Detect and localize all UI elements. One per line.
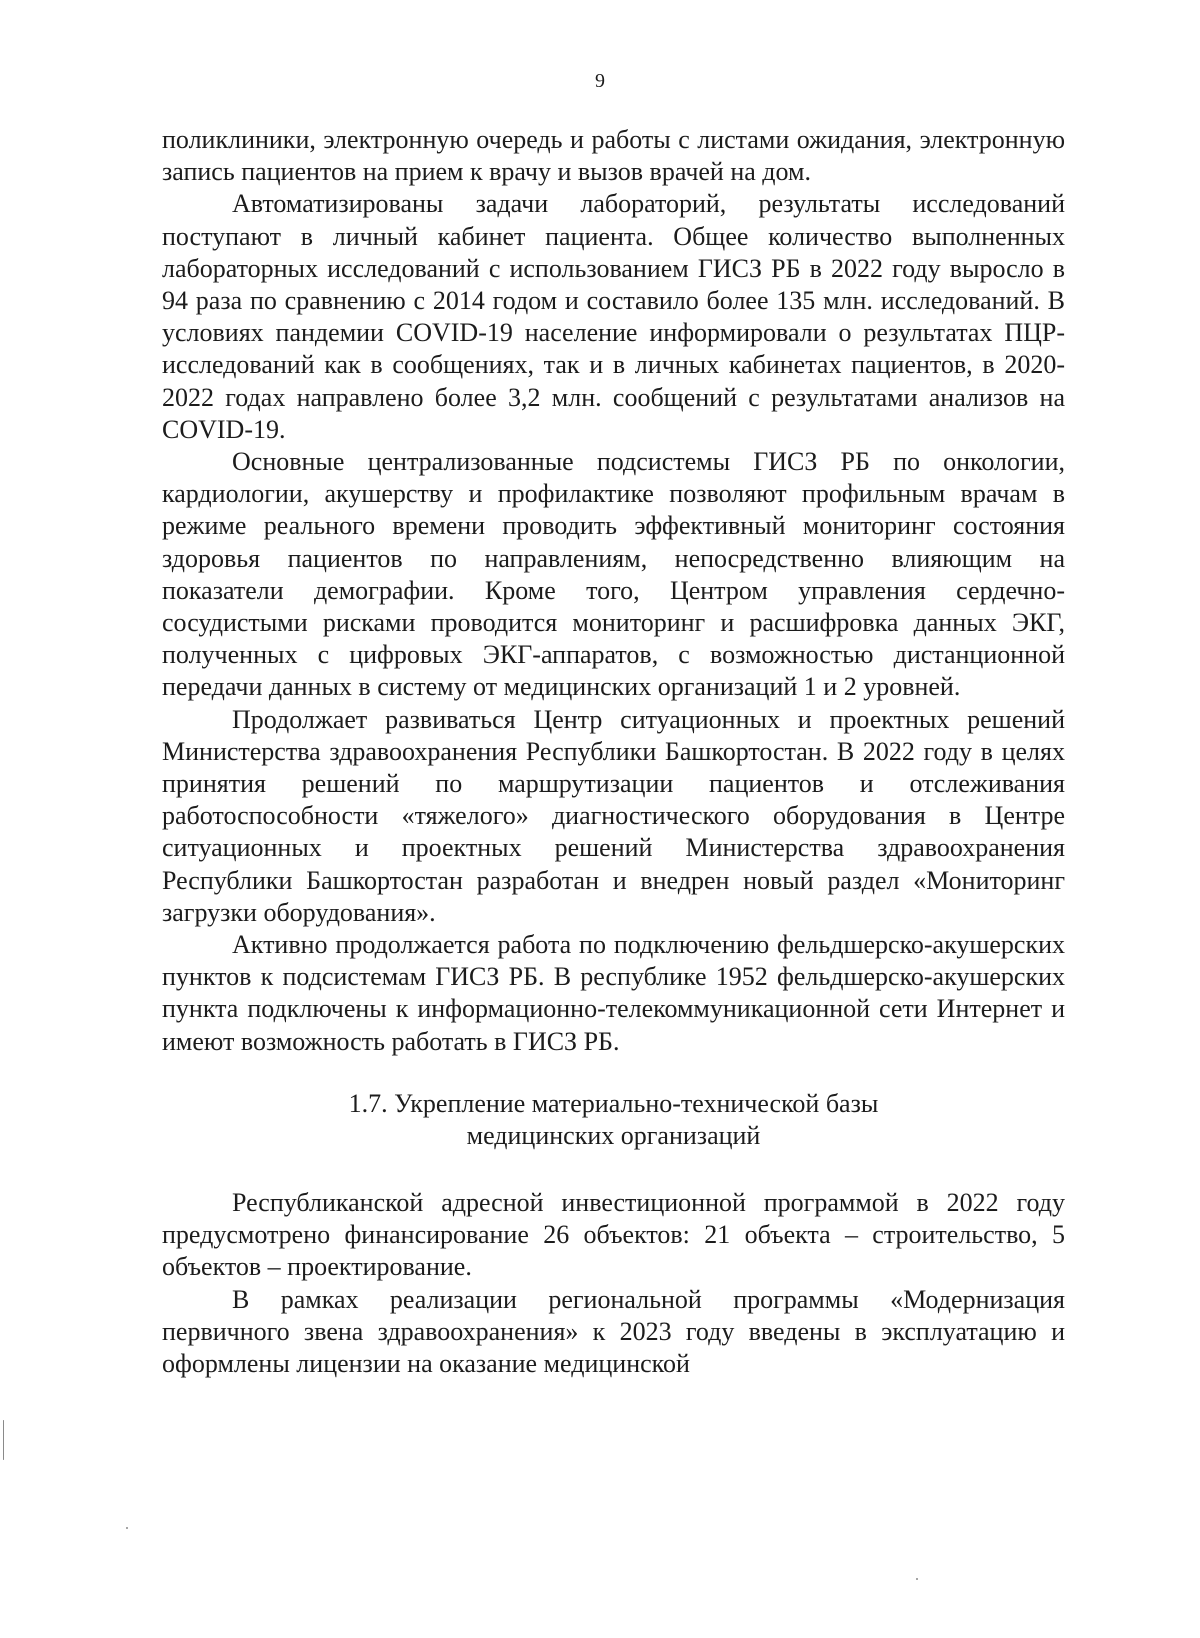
section-heading-line-2: медицинских организаций <box>466 1120 761 1150</box>
document-body <box>162 124 1065 1380</box>
scan-speck <box>916 1578 918 1580</box>
paragraph: Активно продолжается работа по подключению фельдшерско-акушерских пунктов к подсистемам ГИСЗ РБ. В республике 1952 фельдшерско-акушерских пункта подключены к информационно-телекоммуникационной сети Интернет и имеют возможность работать в ГИСЗ РБ. <box>162 930 1065 1056</box>
paragraph: В рамках реализации региональной программы «Модернизация первичного звена здравоохранения» к 2023 году введены в эксплуатацию и оформлены лицензии на оказание медицинской <box>162 1284 1065 1378</box>
paragraph: Продолжает развиваться Центр ситуационных и проектных решений Министерства здравоохранения Республики Башкортостан. В 2022 году в целях принятия решений по маршрутизации пациентов и отслеживания работоспособности «тяжелого» диагностического оборудования в Центре ситуационных и проектных решений Министерства здравоохранения Республики Башкортостан разработан и внедрен новый раздел «Мониторинг загрузки оборудования». <box>162 704 1065 927</box>
paragraph: Основные централизованные подсистемы ГИСЗ РБ по онкологии, кардиологии, акушерству и профилактике позволяют профильным врачам в режиме реального времени проводить эффективный мониторинг состояния здоровья пациентов по направлениям, непосредственно влияющим на показатели демографии. Кроме того, Центром управления сердечно-сосудистыми рисками проводится мониторинг и расшифровка данных ЭКГ, полученных с цифровых ЭКГ-аппаратов, с возможностью дистанционной передачи данных в систему от медицинских организаций 1 и 2 уровней. <box>162 447 1065 702</box>
section-heading <box>162 1088 1065 1152</box>
paragraph: Республиканской адресной инвестиционной программой в 2022 году предусмотрено финансирование 26 объектов: 21 объекта – строительство, 5 объектов – проектирование. <box>162 1187 1065 1282</box>
paragraph: поликлиники, электронную очередь и работы с листами ожидания, электронную запись пациентов на прием к врачу и вызов врачей на дом. <box>162 125 1065 187</box>
section-heading-line-1: 1.7. Укрепление материально-технической базы <box>348 1088 879 1118</box>
page-number: 9 <box>595 70 605 92</box>
scan-speck <box>126 1527 128 1529</box>
paragraph: Автоматизированы задачи лабораторий, результаты исследований поступают в личный кабинет пациента. Общее количество выполненных лабораторных исследований с использованием ГИСЗ РБ в 2022 году выросло в 94 раза по сравнению с 2014 годом и составило более 135 млн. исследований. В условиях пандемии COVID-19 население информировали о результатах ПЦР-исследований как в сообщениях, так и в личных кабинетах пациентов, в 2020-2022 годах направлено более 3,2 млн. сообщений с результатами анализов на COVID-19. <box>162 189 1065 444</box>
scan-speck <box>3 1420 4 1460</box>
